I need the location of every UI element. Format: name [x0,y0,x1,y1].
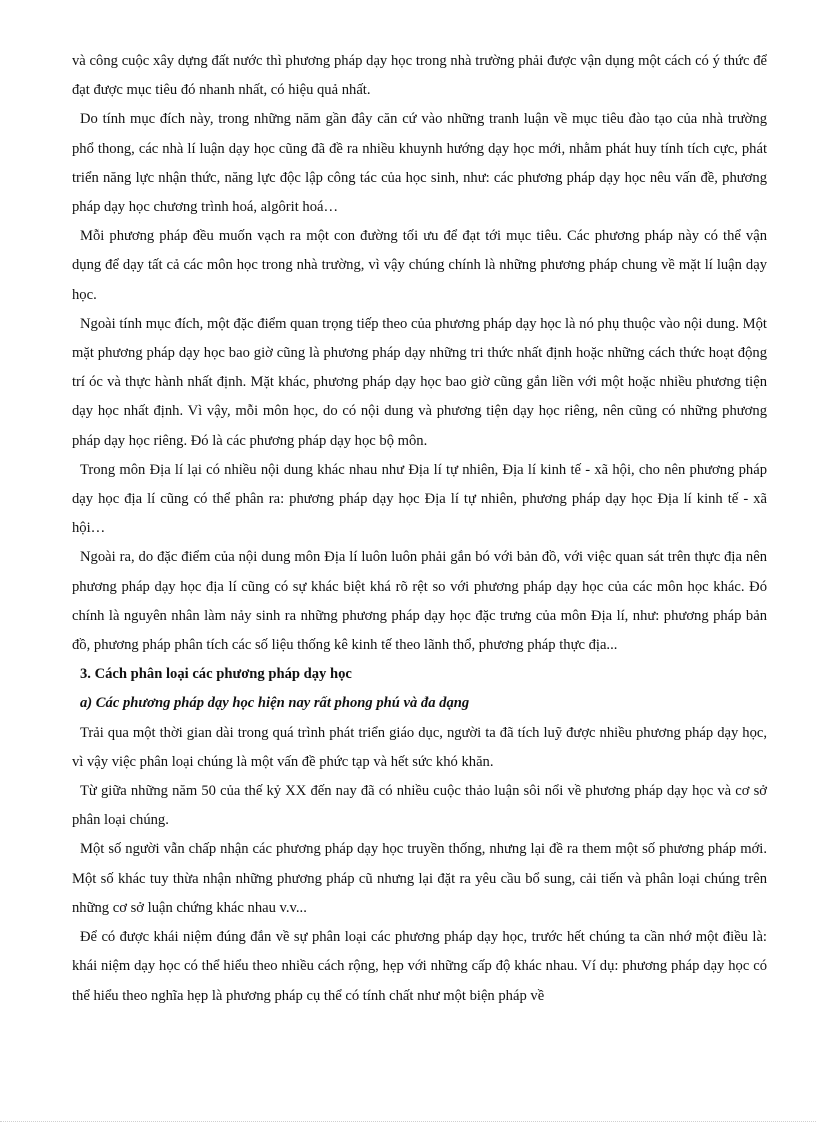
paragraph-general-methods: Mỗi phương pháp đều muốn vạch ra một con đường tối ưu để đạt tới mục tiêu. Các phương pháp này có thể vận dụng để dạy tất cả các môn học trong nhà trường, vì vậy chúng chính là những phương pháp chung về mặt lí luận dạy học. [72,228,767,303]
paragraph-content-dependence: Ngoài tính mục đích, một đặc điểm quan trọng tiếp theo của phương pháp dạy học là nó phụ thuộc vào nội dung. Một mặt phương pháp dạy học bao giờ cũng là phương pháp dạy những tri thức nhất định hoặc những cách thức hoạt động trí óc và thực hành nhất định. Mặt khác, phương pháp dạy học bao giờ cũng gắn liền với một hoặc nhiều phương tiện dạy học nhất định. Vì vậy, mỗi môn học, do có nội dung và phương tiện dạy học riêng, nên cũng có những phương pháp dạy học riêng. Đó là các phương pháp dạy học bộ môn. [72,315,767,449]
paragraph-opinions: Một số người vẫn chấp nhận các phương pháp dạy học truyền thống, nhưng lại đề ra them một số phương pháp mới. Một số khác tuy thừa nhận những phương pháp cũ nhưng lại đặt ra yêu cầu bổ sung, cải tiến và phân loại chúng trên những cơ sở luận chứng khác nhau v.v... [72,841,767,916]
paragraph-continuation: và công cuộc xây dựng đất nước thì phương pháp dạy học trong nhà trường phải được vận dụng một cách có ý thức để đạt được mục tiêu đó nhanh nhất, có hiệu quả nhất. [72,53,767,99]
paragraph-discussions: Từ giữa những năm 50 của thế kỷ XX đến nay đã có nhiều cuộc thảo luận sôi nổi về phương pháp dạy học và cơ sở phân loại chúng. [72,783,767,829]
section-heading: 3. Cách phân loại các phương pháp dạy học [80,666,352,683]
paragraph-concept: Để có được khái niệm đúng đắn về sự phân loại các phương pháp dạy học, trước hết chúng ta cần nhớ một điều là: khái niệm dạy học có thể hiểu theo nhiều cách rộng, hẹp với những cấp độ khác nhau. Ví dụ: phương pháp dạy học có thể hiểu theo nghĩa hẹp là phương pháp cụ thể có tính chất như một biện pháp về [72,929,767,1004]
page-bottom-rule [0,1121,816,1122]
subsection-heading: a) Các phương pháp dạy học hiện nay rất phong phú và đa dạng [80,695,470,712]
paragraph-teaching-trends: Do tính mục đích này, trong những năm gần đây căn cứ vào những tranh luận về mục tiêu đào tạo của nhà trường phổ thong, các nhà lí luận dạy học cũng đã đề ra nhiều khuynh hướng dạy học mới, nhằm phát huy tính tích cực, phát triển năng lực nhận thức, năng lực độc lập công tác của học sinh, như: các phương pháp dạy học nêu vấn đề, phương pháp dạy học chương trình hoá, algôrit hoá… [72,111,767,216]
paragraph-geography-specific-methods: Ngoài ra, do đặc điểm của nội dung môn Địa lí luôn luôn phải gắn bó với bản đồ, với việc quan sát trên thực địa nên phương pháp dạy học địa lí cũng có sự khác biệt khá rõ rệt so với phương pháp dạy học của các môn học khác. Đó chính là nguyên nhân làm nảy sinh ra những phương pháp dạy học đặc trưng của môn Địa lí, như: phương pháp bản đồ, phương pháp phân tích các số liệu thống kê kinh tế theo lãnh thổ, phương pháp thực địa... [72,549,767,654]
document-page [72,47,767,1011]
paragraph-geography-content: Trong môn Địa lí lại có nhiều nội dung khác nhau như Địa lí tự nhiên, Địa lí kinh tế - xã hội, cho nên phương pháp dạy học địa lí cũng có thể phân ra: phương pháp dạy học Địa lí tự nhiên, phương pháp dạy học Địa lí kinh tế - xã hội… [72,461,767,537]
paragraph-classification-difficulty: Trải qua một thời gian dài trong quá trình phát triển giáo dục, người ta đã tích luỹ được nhiều phương pháp dạy học, vì vậy việc phân loại chúng là một vấn đề phức tạp và hết sức khó khăn. [72,724,767,770]
